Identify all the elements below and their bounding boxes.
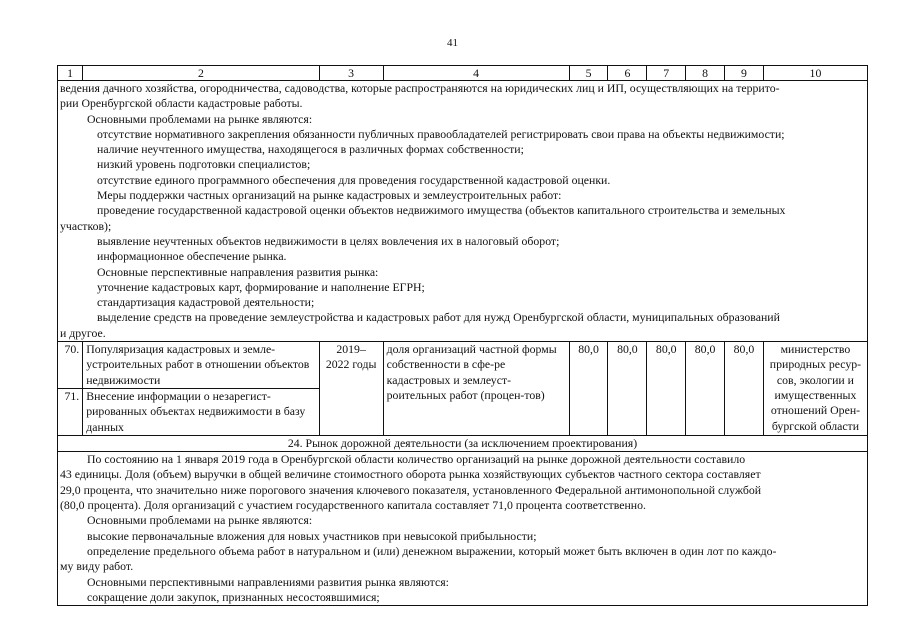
period: 2019– 2022 годы (319, 342, 383, 436)
text-line: Основными проблемами на рынке являются: (87, 513, 313, 528)
text-line: 43 единицы. Доля (объем) выручки в общей величине стоимостного оборота рынка хозяйствующих субъектов частного сектора составляет (60, 467, 761, 482)
table-row-70 (58, 342, 868, 389)
col-num-1: 1 (58, 66, 83, 81)
text-line: Основными проблемами на рынке являются: (87, 111, 313, 126)
text-line: отсутствие единого программного обеспечения для проведения государственной кадастровой оценки. (97, 172, 611, 187)
text-line: участков); (60, 218, 112, 233)
measure-name: Внесение информации о незарегист-рированных объектах недвижимости в базу данных (83, 388, 319, 435)
text-line: наличие неучтенного имущества, находящегося в различных формах собственности; (97, 142, 524, 157)
road-market-text-block (58, 452, 868, 606)
program-table (57, 65, 868, 606)
text-line: отсутствие нормативного закрепления обязанности публичных правообладателей регистрировать свои права на объекты недвижимости; (97, 126, 785, 141)
row-number: 70. (58, 342, 83, 389)
text-line: сокращение доли закупок, признанных несостоявшимися; (87, 589, 380, 604)
col-num-6: 6 (608, 66, 647, 81)
text-line: стандартизация кадастровой деятельности; (97, 295, 315, 310)
value-target: 80,0 (725, 342, 764, 436)
text-line: информационное обеспечение рынка. (97, 249, 287, 264)
row-number: 71. (58, 388, 83, 435)
indicator: доля организаций частной формы собственности в сфе-ре кадастровых и землеуст-роительных работ (процен-тов) (383, 342, 569, 436)
text-line: Меры поддержки частных организаций на рынке кадастровых и землеустроительных работ: (97, 188, 562, 203)
text-line: Основные перспективные направления развития рынка: (97, 264, 379, 279)
text-line: и другое. (60, 325, 106, 340)
cadastral-text-block (58, 81, 868, 342)
value-2020: 80,0 (608, 342, 647, 436)
value-2022: 80,0 (686, 342, 725, 436)
value-2021: 80,0 (647, 342, 686, 436)
text-line: По состоянию на 1 января 2019 года в Оренбургской области количество организаций на рынке дорожной деятельности составило (87, 452, 746, 467)
section-heading-row (58, 435, 868, 451)
text-line: высокие первоначальные вложения для новых участников при невысокой прибыльности; (87, 528, 537, 543)
text-line: выделение средств на проведение землеустройства и кадастровых работ для нужд Оренбургской области, муниципальных образований (97, 310, 780, 325)
col-num-8: 8 (686, 66, 725, 81)
section-title: 24. Рынок дорожной деятельности (за исключением проектирования) (58, 435, 868, 451)
value-2019: 80,0 (569, 342, 608, 436)
col-num-4: 4 (383, 66, 569, 81)
page-number: 41 (447, 37, 458, 49)
col-num-7: 7 (647, 66, 686, 81)
measure-name: Популяризация кадастровых и земле-устроительных работ в отношении объектов недвижимости (83, 342, 319, 389)
text-line: рии Оренбургской области кадастровые работы. (60, 96, 303, 111)
text-line: ведения дачного хозяйства, огородничества, садоводства, которые распространяются на юридических лиц и ИП, осуществляющих на террито- (60, 81, 780, 95)
text-line: 29,0 процента, что значительно ниже порогового значения ключевого показателя, установленного Федеральной антимонопольной службой (60, 482, 762, 497)
col-num-2: 2 (83, 66, 319, 81)
col-num-3: 3 (319, 66, 383, 81)
text-line: определение предельного объема работ в натуральном и (или) денежном выражении, который может быть включен в один лот по каждо- (87, 543, 777, 558)
column-number-header (58, 66, 868, 81)
text-line: низкий уровень подготовки специалистов; (97, 157, 311, 172)
responsible-executor: министерство природных ресур-сов, экологии и имущественных отношений Орен-бургской области (763, 342, 867, 436)
col-num-10: 10 (763, 66, 867, 81)
text-line: выявление неучтенных объектов недвижимости в целях вовлечения их в налоговый оборот; (97, 233, 560, 248)
col-num-5: 5 (569, 66, 608, 81)
text-line: проведение государственной кадастровой оценки объектов недвижимого имущества (объектов капитального строительства и земельных (97, 203, 786, 218)
text-line: му виду работ. (60, 559, 134, 574)
col-num-9: 9 (725, 66, 764, 81)
text-line: (80,0 процента). Доля организаций с участием государственного капитала составляет 71,0 процента соответственно. (60, 498, 646, 513)
text-line: уточнение кадастровых карт, формирование и наполнение ЕГРН; (97, 279, 425, 294)
text-line: Основными перспективными направлениями развития рынка являются: (87, 574, 449, 589)
